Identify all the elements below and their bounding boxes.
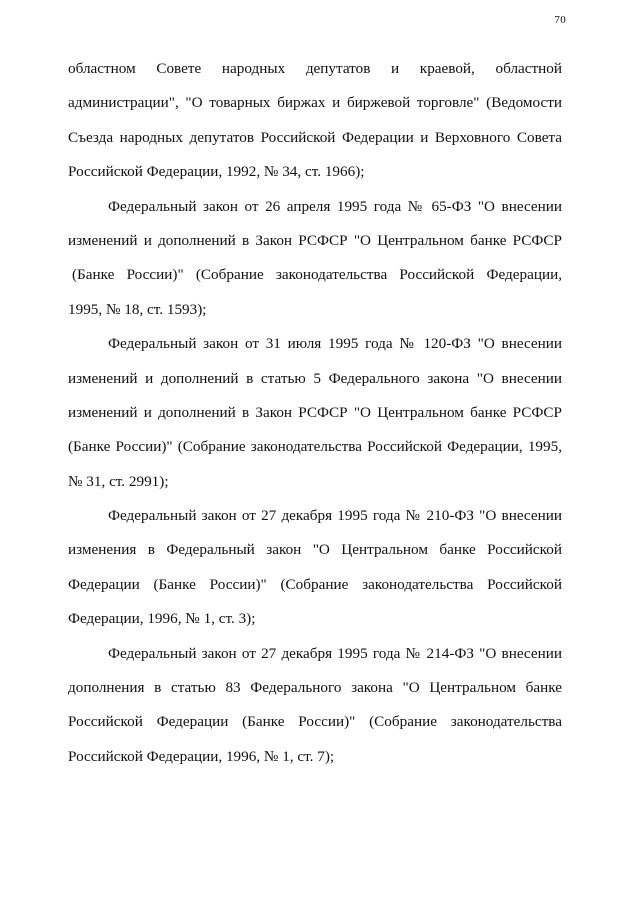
text-line: (Банке России)" (Собрание законодательства Российской Федерации, 1995, xyxy=(68,438,562,456)
text-line: Федеральный закон от 31 июля 1995 года № 120-ФЗ "О внесении xyxy=(108,335,562,353)
text-line: изменения в Федеральный закон "О Центральном банке Российской xyxy=(68,541,562,559)
text-line: Федеральный закон от 27 декабря 1995 года № 210-ФЗ "О внесении xyxy=(108,507,562,525)
text-line: Российской Федерации (Банке России)" (Собрание законодательства xyxy=(68,713,562,731)
text-line: изменений и дополнений в Закон РСФСР "О Центральном банке РСФСР xyxy=(68,231,562,249)
text-line: Федеральный закон от 27 декабря 1995 года № 214-ФЗ "О внесении xyxy=(108,644,562,662)
paragraph-3 xyxy=(68,327,562,499)
text-line: администрации", "О товарных биржах и биржевой торговле" (Ведомости xyxy=(68,94,562,112)
text-line: изменений и дополнений в Закон РСФСР "О Центральном банке РСФСР xyxy=(68,403,562,421)
text-line: 1995, № 18, ст. 1593); xyxy=(68,300,207,318)
paragraph-4 xyxy=(68,499,562,637)
page-number: 70 xyxy=(554,14,566,26)
text-line: Федерации, 1996, № 1, ст. 3); xyxy=(68,610,256,628)
text-line: Федеральный закон от 26 апреля 1995 года № 65-ФЗ "О внесении xyxy=(108,197,562,215)
paragraph-2 xyxy=(68,190,562,328)
text-line: дополнения в статью 83 Федерального закона "О Центральном банке xyxy=(68,679,562,697)
text-line: изменений и дополнений в статью 5 Федерального закона "О внесении xyxy=(68,369,562,387)
document-body xyxy=(68,52,562,774)
paragraph-5 xyxy=(68,637,562,775)
text-line: Российской Федерации, 1996, № 1, ст. 7); xyxy=(68,747,335,765)
text-line: (Банке России)" (Собрание законодательства Российской Федерации, xyxy=(72,266,562,284)
text-line: Съезда народных депутатов Российской Федерации и Верховного Совета xyxy=(68,128,562,146)
text-line: № 31, ст. 2991); xyxy=(68,472,169,490)
paragraph-1 xyxy=(68,52,562,190)
text-line: Федерации (Банке России)" (Собрание законодательства Российской xyxy=(68,575,562,593)
text-line: областном Совете народных депутатов и краевой, областной xyxy=(68,60,562,77)
text-line: Российской Федерации, 1992, № 34, ст. 1966); xyxy=(68,163,365,181)
